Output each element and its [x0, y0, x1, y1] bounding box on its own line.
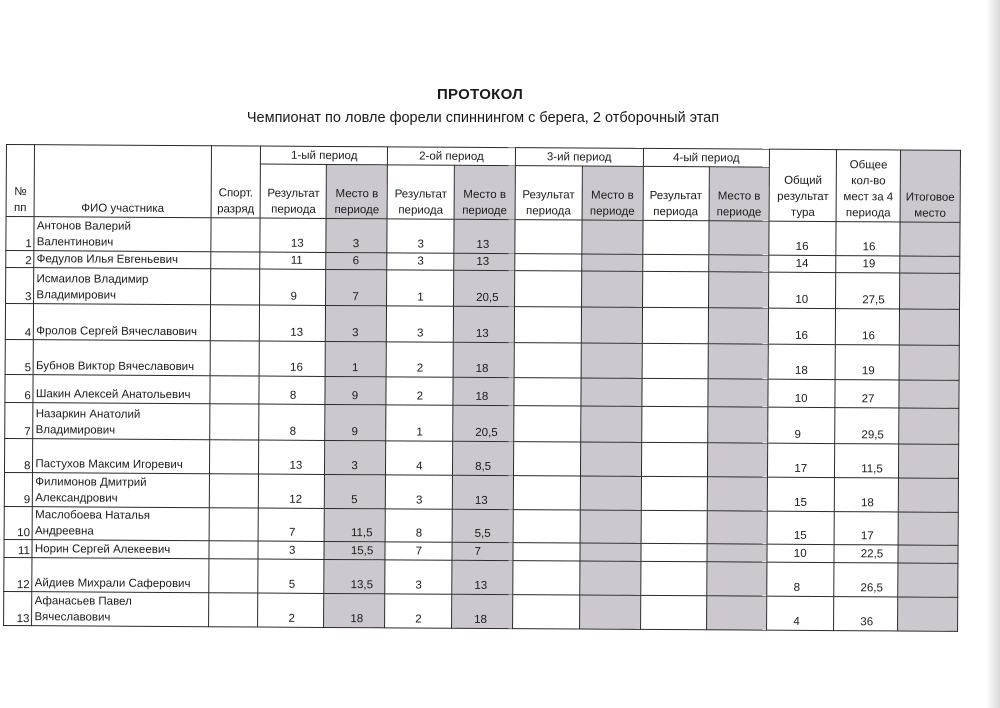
row-number: 5 [5, 339, 34, 374]
period-2-place: 13 [454, 219, 515, 253]
period-3-place [580, 476, 641, 510]
header-result-4: Результат периода [643, 166, 709, 220]
table-row [4, 438, 958, 478]
header-place-1: Место в периоде [326, 164, 387, 218]
period-1-place: 1 [325, 341, 386, 376]
places-sum: 17 [834, 512, 898, 545]
period-1-place: 3 [325, 440, 386, 474]
sport-rank-cell [209, 541, 259, 559]
period-1-place: 7 [326, 269, 387, 305]
period-2-place: 8,5 [453, 441, 514, 475]
sport-rank-cell [211, 218, 261, 252]
period-1-result: 13 [260, 305, 326, 341]
row-number: 12 [4, 557, 33, 591]
period-1-place: 5 [325, 474, 386, 508]
final-place [898, 512, 958, 545]
places-sum: 18 [834, 478, 898, 512]
table-row [5, 402, 959, 444]
period-3-result [512, 595, 579, 629]
period-3-place [580, 510, 641, 543]
places-sum: 26,5 [834, 563, 898, 597]
row-number: 6 [5, 374, 34, 402]
participant-name: Маслобоева Наталья Андреевна [32, 507, 209, 541]
participant-name: Фролов Сергей Вячеславович [34, 304, 211, 341]
header-period-3: 3-ий период [515, 148, 643, 167]
period-2-place: 13 [454, 253, 515, 270]
header-sum: Общее кол-во мест за 4 периода [836, 150, 900, 222]
table-row [5, 304, 959, 346]
header-place-4: Место в периоде [709, 167, 770, 221]
row-number: 10 [4, 506, 33, 539]
period-2-place: 18 [452, 594, 513, 628]
tour-total: 14 [769, 255, 836, 272]
period-3-result [514, 406, 581, 442]
header-name: ФИО участника [34, 145, 211, 218]
header-place-2: Место в периоде [454, 165, 515, 219]
period-4-place [708, 344, 769, 379]
period-2-result: 7 [385, 542, 452, 560]
final-place [898, 597, 958, 631]
period-2-place: 20,5 [454, 270, 515, 306]
participant-name: Айдиев Михрали Саферович [32, 558, 209, 593]
period-3-result [513, 476, 580, 510]
table-row [6, 268, 960, 310]
participant-name: Афанасьев Павел Вячеславович [32, 592, 209, 627]
participant-name: Бубнов Виктор Вячеславович [33, 340, 210, 376]
period-2-place: 20,5 [453, 405, 514, 441]
tour-total: 9 [768, 407, 835, 443]
final-place [899, 444, 959, 478]
sport-rank-cell [209, 559, 259, 593]
table-row [4, 472, 958, 512]
participant-name: Норин Сергей Алекеевич [32, 540, 208, 559]
tour-total: 10 [769, 272, 836, 308]
period-3-result [513, 543, 580, 561]
period-2-place: 13 [452, 560, 513, 594]
final-place [898, 478, 958, 512]
places-sum: 11,5 [835, 444, 899, 478]
period-2-result: 1 [387, 270, 454, 306]
row-number: 7 [5, 402, 34, 438]
period-4-place [707, 407, 768, 443]
period-2-place: 13 [452, 475, 513, 509]
period-3-result [514, 378, 581, 406]
final-place [900, 256, 960, 273]
period-3-result [514, 271, 581, 307]
table-row [4, 557, 958, 597]
period-1-result: 9 [260, 269, 326, 305]
row-number: 9 [4, 472, 33, 506]
tour-total: 15 [767, 511, 834, 544]
places-sum: 16 [836, 309, 900, 345]
participant-name: Пастухов Максим Игоревич [33, 439, 210, 474]
period-2-result: 1 [386, 405, 453, 441]
tour-total: 16 [769, 221, 836, 255]
period-2-place: 18 [453, 342, 514, 377]
participant-name: Шакин Алексей Анатольевич [33, 375, 210, 404]
header-place-3: Место в периоде [582, 166, 643, 220]
period-4-place [707, 477, 768, 511]
period-2-result: 2 [386, 377, 453, 405]
period-3-place [582, 220, 643, 254]
period-4-place [707, 443, 768, 477]
period-1-result: 2 [258, 593, 324, 627]
places-sum: 29,5 [835, 408, 899, 444]
row-number: 4 [5, 304, 34, 340]
period-1-result: 11 [260, 252, 326, 269]
period-4-place [708, 255, 769, 272]
period-3-result [515, 220, 582, 254]
sport-rank-cell [210, 341, 260, 376]
places-sum: 19 [836, 256, 900, 273]
period-1-place: 9 [325, 376, 386, 404]
header-result-3: Результат периода [515, 166, 582, 220]
sport-rank-cell [209, 404, 259, 440]
sport-rank-cell [210, 305, 260, 341]
period-3-place [580, 406, 641, 442]
final-place [900, 222, 960, 256]
period-1-place: 3 [326, 305, 387, 341]
period-4-result [641, 406, 707, 442]
period-3-place [580, 543, 641, 561]
period-1-place: 15,5 [324, 541, 385, 559]
header-period-1: 1-ый период [261, 146, 388, 165]
period-1-result: 5 [258, 559, 324, 593]
period-3-result [514, 343, 581, 378]
header-period-2: 2-ой период [388, 147, 516, 166]
period-1-place: 9 [325, 404, 386, 440]
period-4-result [642, 307, 708, 343]
final-place [900, 273, 960, 309]
period-4-place [706, 544, 767, 562]
tour-total: 10 [767, 544, 834, 562]
period-2-place: 5,5 [452, 509, 513, 542]
period-1-result: 12 [259, 474, 325, 508]
period-2-result: 3 [387, 253, 454, 270]
sport-rank-cell [210, 269, 260, 305]
header-total: Общий результат тура [769, 149, 836, 221]
row-number: 3 [6, 268, 35, 304]
period-3-place [581, 378, 642, 406]
period-3-place [580, 561, 641, 595]
row-number: 11 [4, 539, 32, 557]
period-1-result: 3 [258, 541, 324, 559]
row-number: 1 [6, 217, 35, 251]
header-result-2: Результат периода [387, 165, 454, 219]
period-1-result: 8 [259, 404, 325, 440]
period-4-result [641, 543, 707, 561]
period-4-place [708, 221, 769, 255]
period-3-place [581, 343, 642, 378]
document-title: ПРОТОКОЛ [436, 86, 524, 103]
table-row [6, 217, 960, 257]
header-num: № пп [6, 145, 35, 217]
document-subtitle: Чемпионат по ловле форели спиннингом с берега, 2 отборочный этап [246, 110, 720, 126]
final-place [899, 345, 959, 380]
period-4-result [642, 378, 708, 406]
period-1-result: 7 [259, 508, 325, 541]
period-1-place: 11,5 [324, 508, 385, 541]
places-sum: 36 [834, 597, 898, 631]
final-place [899, 309, 959, 345]
period-3-result [513, 442, 580, 476]
places-sum: 19 [835, 345, 899, 380]
period-3-result [514, 307, 581, 343]
period-2-result: 8 [385, 509, 452, 542]
period-2-result: 3 [387, 219, 454, 253]
period-3-place [580, 442, 641, 476]
row-number: 2 [6, 251, 34, 268]
results-table [3, 144, 961, 632]
final-place [898, 563, 958, 597]
places-sum: 27,5 [836, 273, 900, 309]
period-1-place: 3 [326, 218, 387, 252]
period-4-result [642, 271, 708, 307]
sport-rank-cell [209, 508, 259, 541]
tour-total: 8 [767, 562, 834, 596]
period-2-result: 3 [386, 306, 453, 342]
period-1-place: 18 [324, 593, 385, 627]
period-4-result [642, 220, 708, 254]
header-result-1: Результат периода [260, 164, 326, 218]
sport-rank-cell [210, 376, 260, 404]
tour-total: 17 [768, 443, 835, 477]
period-4-place [707, 511, 768, 544]
period-3-result [513, 510, 580, 543]
period-2-place: 7 [452, 542, 513, 560]
period-2-result: 2 [386, 342, 453, 377]
header-final: Итоговое место [900, 150, 960, 222]
header-period-4: 4-ый период [643, 148, 770, 167]
places-sum: 27 [835, 380, 899, 408]
period-1-place: 13,5 [324, 559, 385, 593]
period-4-result [640, 561, 706, 595]
period-2-result: 2 [385, 594, 452, 628]
scan-edge-shadow [986, 0, 1000, 708]
period-2-place: 13 [453, 306, 514, 342]
period-4-place [707, 379, 768, 407]
period-3-place [582, 254, 643, 271]
table-row [4, 591, 958, 631]
tour-total: 16 [769, 308, 836, 344]
period-4-place [706, 596, 767, 630]
period-1-result: 16 [260, 341, 326, 376]
period-4-place [706, 562, 767, 596]
period-3-result [513, 561, 580, 595]
participant-name: Исмаилов Владимир Владимирович [34, 268, 211, 305]
period-1-result: 13 [260, 218, 326, 252]
period-3-place [581, 307, 642, 343]
period-1-result: 8 [259, 376, 325, 404]
period-1-place: 6 [326, 252, 387, 269]
period-4-result [640, 595, 706, 629]
period-4-result [641, 510, 707, 543]
row-number: 8 [4, 438, 33, 472]
period-4-result [641, 442, 707, 476]
sport-rank-cell [209, 474, 259, 508]
period-4-result [642, 343, 708, 378]
places-sum: 22,5 [834, 545, 898, 563]
period-2-place: 18 [453, 377, 514, 405]
row-number: 13 [4, 591, 33, 625]
period-3-result [515, 254, 582, 271]
participant-name: Федулов Илья Евгеньевич [34, 251, 210, 269]
final-place [899, 380, 959, 408]
period-2-result: 4 [386, 441, 453, 475]
period-4-place [708, 272, 769, 308]
period-1-result: 13 [259, 440, 325, 474]
tour-total: 10 [768, 379, 835, 407]
participant-name: Назаркин Анатолий Владимирович [33, 403, 210, 440]
sport-rank-cell [208, 593, 258, 627]
period-4-result [642, 254, 708, 271]
places-sum: 16 [836, 222, 900, 256]
participant-name: Антонов Валерий Валентинович [34, 217, 211, 252]
period-3-place [581, 271, 642, 307]
period-3-place [579, 595, 640, 629]
tour-total: 15 [768, 477, 835, 511]
header-rank: Спорт. разряд [211, 146, 261, 218]
participant-name: Филимонов Дмитрий Александрович [33, 473, 210, 508]
final-place [898, 545, 958, 563]
sport-rank-cell [211, 252, 261, 269]
period-2-result: 3 [385, 475, 452, 509]
table-row [5, 339, 959, 380]
tour-total: 18 [768, 344, 835, 379]
period-4-place [708, 308, 769, 344]
final-place [899, 408, 959, 444]
period-4-result [641, 476, 707, 510]
sport-rank-cell [209, 440, 259, 474]
period-2-result: 3 [385, 560, 452, 594]
tour-total: 4 [767, 596, 834, 630]
